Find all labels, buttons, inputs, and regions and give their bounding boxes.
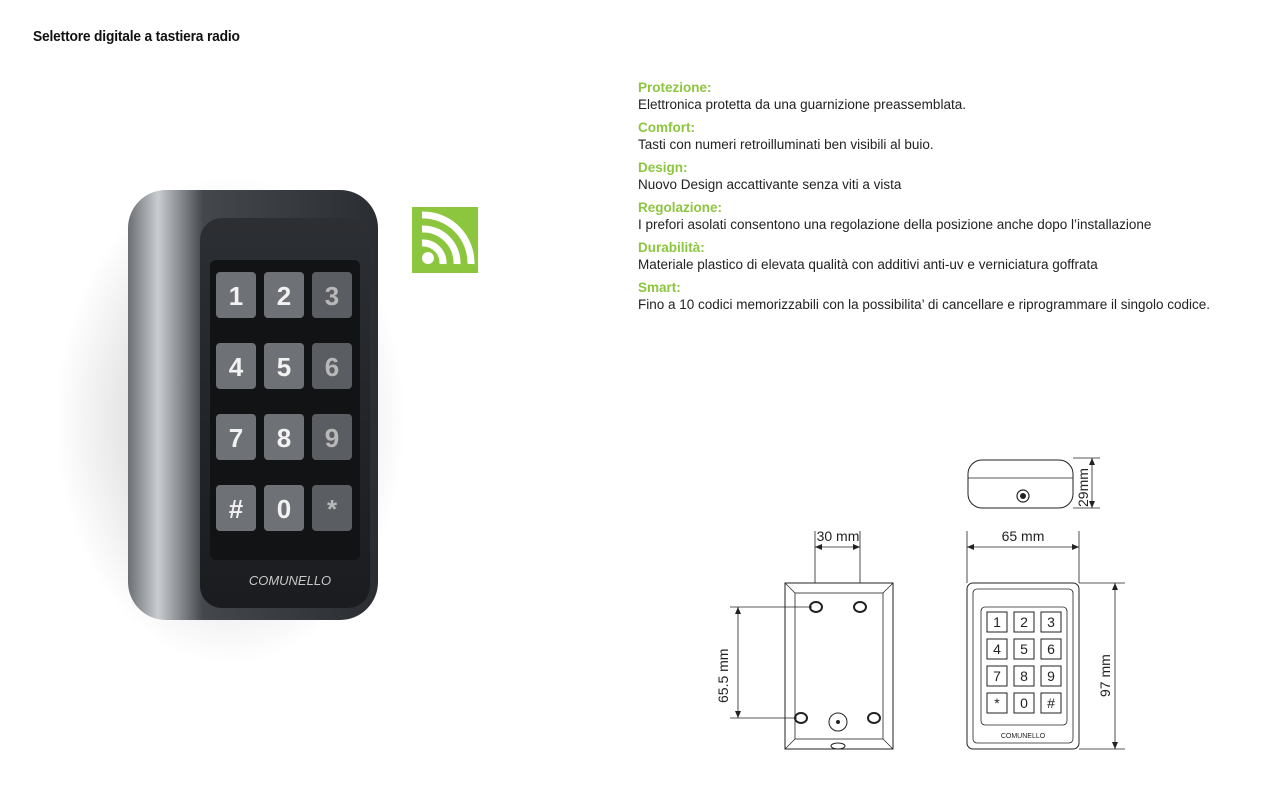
keypad-key-label: 0 bbox=[276, 494, 292, 524]
hole-spacing-horizontal-label: 30 mm bbox=[816, 528, 860, 544]
keypad-key-label: 5 bbox=[276, 352, 292, 382]
drawing-key bbox=[1014, 693, 1034, 713]
drawing-key bbox=[1041, 612, 1061, 632]
keypad-key bbox=[312, 343, 352, 389]
drawing-key bbox=[1041, 666, 1061, 686]
keypad-key-label: 6 bbox=[324, 352, 340, 382]
feature-item bbox=[638, 160, 1278, 194]
keypad-product-image bbox=[60, 170, 440, 670]
wireless-signal-icon bbox=[412, 207, 478, 273]
keypad-key bbox=[264, 272, 304, 318]
feature-item bbox=[638, 80, 1278, 114]
drawing-key bbox=[1014, 612, 1034, 632]
feature-item bbox=[638, 240, 1278, 274]
wireless-badge bbox=[412, 207, 478, 273]
hole-spacing-vertical-label: 65.5 mm bbox=[715, 648, 731, 703]
feature-item bbox=[638, 200, 1278, 234]
back-view-drawing bbox=[700, 525, 910, 765]
keypad-key bbox=[216, 485, 256, 531]
keypad-key bbox=[216, 343, 256, 389]
keypad-key bbox=[264, 414, 304, 460]
keypad-key-label: 4 bbox=[228, 352, 244, 382]
keypad-key bbox=[264, 343, 304, 389]
drawing-key bbox=[987, 639, 1007, 659]
feature-text: Elettronica protetta da una guarnizione preassemblata. bbox=[638, 97, 966, 112]
keypad-key-label: # bbox=[228, 494, 244, 524]
keypad-key-label: * bbox=[326, 494, 338, 524]
page-title: Selettore digitale a tastiera radio bbox=[33, 28, 240, 45]
feature-text: Materiale plastico di elevata qualità con additivi anti-uv e verniciatura goffrata bbox=[638, 257, 1098, 272]
keypad-key bbox=[312, 414, 352, 460]
drawing-key-label: 5 bbox=[1020, 641, 1028, 657]
width-dimension-label: 65 mm bbox=[1001, 528, 1045, 544]
feature-text: I prefori asolati consentono una regolazione della posizione anche dopo l’installazione bbox=[638, 217, 1152, 232]
drawing-key bbox=[1041, 693, 1061, 713]
feature-title: Design: bbox=[638, 160, 688, 175]
feature-text: Fino a 10 codici memorizzabili con la possibilita’ di cancellare e riprogrammare il singolo codice. bbox=[638, 297, 1211, 312]
drawing-key bbox=[987, 612, 1007, 632]
drawing-key bbox=[1041, 639, 1061, 659]
keypad-key-label: 7 bbox=[228, 423, 244, 453]
keypad-key bbox=[264, 485, 304, 531]
keypad-key-label: 8 bbox=[276, 423, 292, 453]
drawing-key-label: 8 bbox=[1020, 668, 1028, 684]
feature-title: Protezione: bbox=[638, 80, 712, 95]
feature-item bbox=[638, 120, 1278, 154]
front-view-drawing bbox=[955, 525, 1135, 765]
feature-item bbox=[638, 280, 1278, 314]
feature-title: Comfort: bbox=[638, 120, 695, 135]
feature-title: Smart: bbox=[638, 280, 681, 295]
depth-dimension-label: 29mm bbox=[1075, 468, 1091, 507]
drawing-key-label: 2 bbox=[1020, 614, 1028, 630]
drawing-key bbox=[987, 693, 1007, 713]
drawing-key-label: 3 bbox=[1047, 614, 1055, 630]
keypad-key-label: 9 bbox=[324, 423, 340, 453]
keypad-key bbox=[216, 414, 256, 460]
features-list bbox=[638, 80, 1278, 320]
height-dimension-label: 97 mm bbox=[1097, 654, 1113, 697]
feature-text: Nuovo Design accattivante senza viti a vista bbox=[638, 177, 902, 192]
feature-title: Regolazione: bbox=[638, 200, 723, 215]
drawing-key-label: 0 bbox=[1020, 695, 1028, 711]
feature-title: Durabilità: bbox=[638, 240, 705, 255]
drawing-key-label: 7 bbox=[993, 668, 1001, 684]
keypad-key bbox=[216, 272, 256, 318]
drawing-key-label: * bbox=[994, 695, 1000, 711]
drawing-key bbox=[1014, 639, 1034, 659]
top-view-drawing bbox=[960, 450, 1100, 516]
keypad-key bbox=[312, 485, 352, 531]
drawing-key bbox=[987, 666, 1007, 686]
drawing-key-label: # bbox=[1047, 695, 1055, 711]
drawing-key-label: 6 bbox=[1047, 641, 1055, 657]
keypad-key-label: 3 bbox=[324, 281, 340, 311]
product-brand-label: COMUNELLO bbox=[248, 573, 332, 588]
drawing-key bbox=[1014, 666, 1034, 686]
keypad-key bbox=[312, 272, 352, 318]
drawing-key-label: 9 bbox=[1047, 668, 1055, 684]
feature-text: Tasti con numeri retroilluminati ben visibili al buio. bbox=[638, 137, 934, 152]
drawing-brand-label: COMUNELLO bbox=[1000, 733, 1046, 740]
drawing-key-label: 1 bbox=[993, 614, 1001, 630]
keypad-key-label: 1 bbox=[228, 281, 244, 311]
drawing-key-label: 4 bbox=[993, 641, 1001, 657]
keypad-key-label: 2 bbox=[276, 281, 292, 311]
